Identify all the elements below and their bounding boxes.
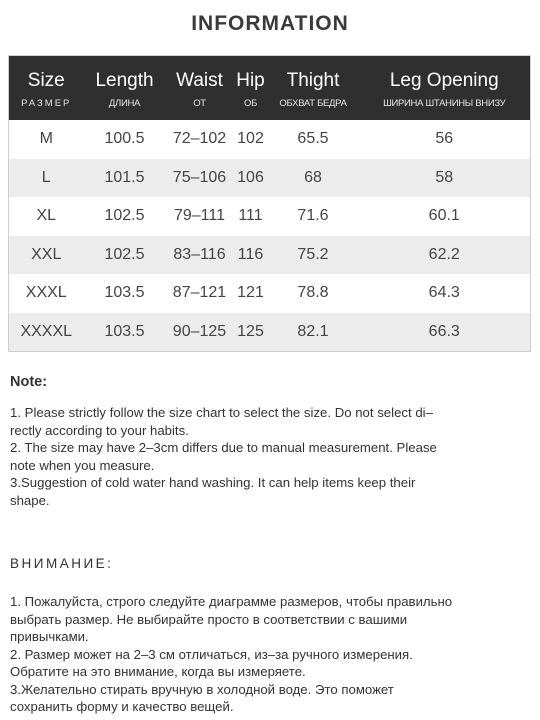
- header-length: [84, 56, 166, 121]
- header-label-en: Thight: [286, 69, 340, 91]
- page-title: INFORMATION: [191, 12, 349, 35]
- leg-opening-cell: 66.3: [428, 322, 460, 340]
- leg-opening-cell: 56: [435, 130, 454, 148]
- waist-cell: 83–116: [173, 245, 226, 263]
- size-cell: XXXXL: [20, 322, 73, 340]
- hip-cell: 125: [237, 322, 264, 340]
- note-section-russian: [10, 556, 530, 716]
- table-row: [9, 159, 531, 198]
- length-cell: 103.5: [104, 322, 145, 340]
- hip-cell: 121: [237, 284, 264, 302]
- header-size: [9, 56, 84, 121]
- header-thigh: [268, 56, 359, 121]
- table-row: [9, 274, 531, 313]
- note-line: 1. Пожалуйста, строго следуйте диаграмме размеров, чтобы правильно: [10, 594, 453, 609]
- note-line: привычками.: [10, 629, 89, 644]
- thigh-cell: 78.8: [297, 284, 329, 302]
- header-label-en: Length: [95, 69, 154, 91]
- leg-opening-cell: 60.1: [428, 207, 460, 225]
- header-label-ru: ШИРИНА ШТАНИНЫ ВНИЗУ: [383, 97, 506, 109]
- header-label-ru: ОБ: [243, 97, 258, 109]
- hip-cell: 102: [237, 130, 264, 148]
- thigh-cell: 75.2: [297, 245, 329, 263]
- note-heading-ru: ВНИМАНИЕ:: [10, 556, 114, 571]
- header-waist: [166, 56, 234, 121]
- length-cell: 103.5: [104, 284, 145, 302]
- note-line: 1. Please strictly follow the size chart to select the size. Do not select di–: [10, 405, 433, 420]
- note-line: 3.Suggestion of cold water hand washing. It can help items keep their: [10, 475, 416, 490]
- size-cell: XXXL: [25, 284, 67, 302]
- waist-cell: 75–106: [172, 168, 227, 186]
- note-line: 3.Желательно стирать вручную в холодной воде. Это поможет: [10, 681, 394, 697]
- waist-cell: 90–125: [172, 322, 227, 340]
- leg-opening-cell: 58: [435, 168, 454, 186]
- thigh-cell: 82.1: [297, 322, 329, 340]
- hip-cell: 116: [237, 245, 264, 263]
- waist-cell: 79–111: [173, 207, 225, 225]
- length-cell: 101.5: [104, 168, 145, 186]
- length-cell: 100.5: [104, 130, 145, 148]
- note-line: выбрать размер. Не выбирайте просто в соответствии с вашими: [10, 611, 408, 627]
- note-section-english: [10, 374, 530, 509]
- waist-cell: 72–102: [172, 130, 227, 148]
- table-row: [9, 236, 531, 275]
- table-header-row: [9, 56, 531, 121]
- size-cell: M: [39, 130, 53, 148]
- note-line: 2. Размер может на 2–3 см отличаться, из–за ручного измерения.: [10, 646, 413, 662]
- leg-opening-cell: 64.3: [428, 284, 460, 302]
- size-chart-table: [8, 55, 531, 352]
- header-label-ru: ОТ: [193, 97, 206, 109]
- table-row: [9, 197, 531, 236]
- hip-cell: 111: [238, 207, 263, 225]
- header-label-ru: ОБХВАТ БЕДРА: [279, 97, 347, 109]
- size-cell: L: [41, 168, 51, 186]
- note-heading: Note:: [10, 374, 48, 390]
- table-row: [9, 120, 531, 159]
- thigh-cell: 68: [304, 168, 322, 186]
- waist-cell: 87–121: [172, 284, 227, 302]
- header-hip: [234, 56, 268, 121]
- length-cell: 102.5: [104, 207, 145, 225]
- leg-opening-cell: 62.2: [428, 245, 460, 263]
- header-label-ru: РАЗМЕР: [21, 97, 72, 109]
- header-label-en: Size: [27, 69, 65, 91]
- header-label-ru: ДЛИНА: [108, 97, 141, 109]
- note-line: shape.: [10, 492, 50, 508]
- header-label-en: Hip: [236, 69, 265, 91]
- size-cell: XL: [36, 207, 57, 225]
- table-row: [9, 313, 531, 352]
- note-line: 2. The size may have 2–3cm differs due to manual measurement. Please: [10, 440, 437, 455]
- note-line: Обратите на это внимание, когда вы измеряете.: [10, 664, 306, 679]
- note-line: rectly according to your habits.: [10, 422, 189, 438]
- thigh-cell: 71.6: [297, 207, 329, 225]
- thigh-cell: 65.5: [297, 130, 329, 148]
- note-line: note when you measure.: [10, 457, 155, 473]
- size-cell: XXL: [31, 245, 62, 263]
- header-label-en: Waist: [176, 69, 223, 91]
- header-label-en: Leg Opening: [389, 69, 499, 91]
- hip-cell: 106: [237, 168, 264, 186]
- length-cell: 102.5: [104, 245, 145, 263]
- header-leg-opening: [359, 56, 531, 121]
- note-line: сохранить форму и качество вещей.: [10, 699, 234, 714]
